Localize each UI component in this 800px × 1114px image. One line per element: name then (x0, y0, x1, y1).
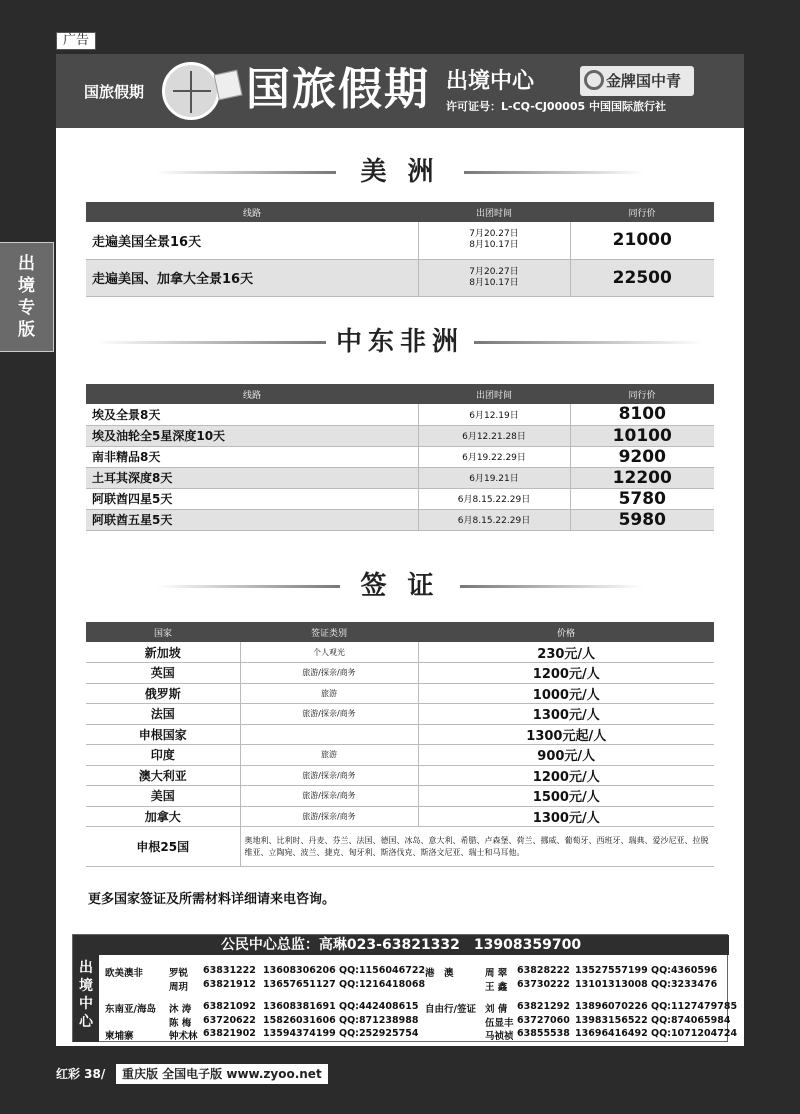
visa-country: 澳大利亚 (86, 765, 240, 786)
vertical-char: 心 (79, 1014, 93, 1030)
side-tab-char: 出 (18, 254, 35, 274)
website-link[interactable]: 重庆版 全国电子版 www.zyoo.net (116, 1064, 328, 1084)
table-header-row (86, 202, 714, 222)
contact-mobile: 13527557199 (575, 965, 648, 976)
contact-name: 刘 倩 (485, 1004, 508, 1015)
contact-mobile: 13608306206 (263, 965, 336, 976)
visa-country: 美国 (86, 786, 240, 807)
gold-brand-text: 金牌国中青 (606, 72, 682, 90)
table-row (86, 765, 714, 786)
table-row (86, 467, 714, 488)
route-price: 5780 (570, 488, 714, 509)
mideast-title: 中东非洲 (335, 327, 464, 357)
route-price: 22500 (570, 259, 714, 296)
schengen-row (86, 827, 714, 867)
table-row (86, 724, 714, 745)
brand-big-name: 国旅假期 (246, 64, 430, 115)
visa-country: 加拿大 (86, 806, 240, 827)
col-header-dates: 出团时间 (418, 384, 570, 404)
contact-qq: QQ:3233476 (651, 979, 718, 990)
col-header-dates: 出团时间 (418, 202, 570, 222)
contact-director: 公民中心总监：高琳023-63821332 13908359700 (73, 935, 729, 955)
mideast-table (86, 384, 714, 531)
contact-name: 钟术林 (169, 1031, 198, 1042)
contact-qq: QQ:1216418068 (339, 979, 426, 990)
globe-logo-icon (162, 62, 220, 120)
col-header-route: 线路 (86, 202, 418, 222)
visa-type: 旅游/探亲/商务 (240, 663, 418, 684)
visa-type: 旅游/探亲/商务 (240, 765, 418, 786)
visa-price: 1300元/人 (418, 704, 714, 725)
visa-price: 1300元起/人 (418, 724, 714, 745)
contact-name: 王 鑫 (485, 982, 508, 993)
page-number: 红彩 38/ (56, 1067, 106, 1081)
header-banner (56, 54, 744, 128)
table-row (86, 259, 714, 296)
vertical-char: 中 (79, 996, 93, 1012)
contact-region: 港 澳 (425, 968, 454, 979)
contact-tel: 63730222 (517, 979, 570, 990)
visa-type: 旅游/探亲/商务 (240, 704, 418, 725)
table-row (86, 806, 714, 827)
visa-country: 印度 (86, 745, 240, 766)
visa-type: 个人观光 (240, 642, 418, 663)
depart-dates (418, 222, 570, 259)
gold-brand-logo (580, 66, 694, 96)
contact-tel: 63831222 (203, 965, 256, 976)
col-header-route: 线路 (86, 384, 418, 404)
table-row (86, 222, 714, 259)
contact-name: 周玥 (169, 982, 189, 993)
visa-section-title (56, 566, 744, 606)
contact-qq: QQ:874065984 (651, 1015, 731, 1026)
visa-type (240, 724, 418, 745)
route-name: 阿联酋五星5天 (86, 509, 418, 530)
visa-title: 签 证 (360, 571, 440, 601)
contact-name: 沐 涛 (169, 1004, 192, 1015)
contact-name: 伍显丰 (485, 1018, 514, 1029)
visa-price: 1200元/人 (418, 663, 714, 684)
route-name: 埃及油轮全5星深度10天 (86, 425, 418, 446)
contact-tel: 63855538 (517, 1028, 570, 1039)
contact-name: 罗锐 (169, 968, 189, 979)
visa-price: 230元/人 (418, 642, 714, 663)
contact-tel: 63821092 (203, 1001, 256, 1012)
america-title: 美 洲 (360, 157, 440, 187)
depart-dates: 6月8.15.22.29日 (418, 488, 570, 509)
route-price: 21000 (570, 222, 714, 259)
visa-country: 俄罗斯 (86, 683, 240, 704)
contact-tel: 63821292 (517, 1001, 570, 1012)
contact-tel: 63828222 (517, 965, 570, 976)
contact-qq: QQ:1127479785 (651, 1001, 738, 1012)
america-table (86, 202, 714, 297)
table-row (86, 425, 714, 446)
license-number: 许可证号：L-CQ-CJ00005 中国国际旅行社 (446, 100, 667, 113)
depart-dates: 6月19.22.29日 (418, 446, 570, 467)
side-tab-char: 版 (18, 320, 35, 340)
mideast-section-title (56, 322, 744, 362)
route-name: 南非精品8天 (86, 446, 418, 467)
table-row (86, 446, 714, 467)
table-row (86, 404, 714, 425)
table-header-row (86, 622, 714, 642)
col-header-country: 国家 (86, 622, 240, 642)
contact-region: 柬埔寨 (105, 1031, 134, 1042)
contact-region: 东南亚/海岛 (105, 1004, 156, 1015)
visa-type: 旅游/探亲/商务 (240, 806, 418, 827)
contact-name: 马祯祯 (485, 1031, 514, 1042)
route-price: 10100 (570, 425, 714, 446)
contact-tel: 63720622 (203, 1015, 256, 1026)
contact-mobile: 13608381691 (263, 1001, 336, 1012)
america-section-title (56, 152, 744, 192)
contact-box (72, 934, 738, 1042)
depart-dates: 6月12.21.28日 (418, 425, 570, 446)
depart-dates: 6月8.15.22.29日 (418, 509, 570, 530)
flag-icon (214, 70, 243, 100)
table-row (86, 683, 714, 704)
contact-qq: QQ:252925754 (339, 1028, 419, 1039)
col-header-visa-type: 签证类别 (240, 622, 418, 642)
visa-country: 新加坡 (86, 642, 240, 663)
brand-small-name: 国旅假期 (84, 83, 145, 101)
contact-name: 周 翠 (485, 968, 508, 979)
vertical-char: 境 (79, 978, 93, 994)
route-price: 9200 (570, 446, 714, 467)
visa-country: 申根国家 (86, 724, 240, 745)
visa-price: 1300元/人 (418, 806, 714, 827)
contact-vertical-label (73, 955, 99, 1042)
depart-dates (418, 259, 570, 296)
route-name: 埃及全景8天 (86, 404, 418, 425)
contact-mobile: 13696416492 (575, 1028, 648, 1039)
side-tab-char: 专 (18, 298, 35, 318)
section-side-tab (0, 242, 54, 352)
table-row (86, 509, 714, 530)
contact-mobile: 13896070226 (575, 1001, 648, 1012)
contact-qq: QQ:4360596 (651, 965, 718, 976)
consult-note: 更多国家签证及所需材料详细请来电咨询。 (88, 892, 336, 907)
vertical-char: 出 (79, 960, 93, 976)
visa-country: 法国 (86, 704, 240, 725)
visa-country: 英国 (86, 663, 240, 684)
table-row (86, 745, 714, 766)
visa-country: 申根25国 (86, 827, 240, 867)
visa-type: 旅游 (240, 745, 418, 766)
contact-name: 陈 梅 (169, 1018, 192, 1029)
contact-tel: 63821902 (203, 1028, 256, 1039)
visa-type: 旅游 (240, 683, 418, 704)
contact-mobile: 13983156522 (575, 1015, 648, 1026)
route-price: 5980 (570, 509, 714, 530)
depart-dates: 6月12.19日 (418, 404, 570, 425)
depart-dates: 6月19.21日 (418, 467, 570, 488)
date-line: 7月20.27日 (469, 229, 519, 240)
c-logo-icon (584, 70, 604, 90)
route-price: 8100 (570, 404, 714, 425)
visa-price: 1000元/人 (418, 683, 714, 704)
contact-qq: QQ:442408615 (339, 1001, 419, 1012)
visa-price: 900元/人 (418, 745, 714, 766)
contact-qq: QQ:1071204724 (651, 1028, 738, 1039)
date-line: 8月10.17日 (469, 277, 519, 288)
contact-qq: QQ:1156046722 (339, 965, 426, 976)
table-header-row (86, 384, 714, 404)
table-row (86, 786, 714, 807)
route-name: 土耳其深度8天 (86, 467, 418, 488)
table-row (86, 488, 714, 509)
route-price: 12200 (570, 467, 714, 488)
contact-mobile: 13657651127 (263, 979, 336, 990)
contact-region: 欧美澳非 (105, 968, 144, 979)
col-header-price: 同行价 (570, 384, 714, 404)
col-header-price: 同行价 (570, 202, 714, 222)
date-line: 7月20.27日 (469, 266, 519, 277)
visa-price: 1200元/人 (418, 765, 714, 786)
side-tab-char: 境 (18, 276, 35, 296)
date-line: 8月10.17日 (469, 240, 519, 251)
visa-type: 旅游/探亲/商务 (240, 786, 418, 807)
contact-qq: QQ:871238988 (339, 1015, 419, 1026)
contact-tel: 63821912 (203, 979, 256, 990)
visa-price: 1500元/人 (418, 786, 714, 807)
route-name: 走遍美国、加拿大全景16天 (86, 259, 418, 296)
ad-label: 广告 (56, 32, 96, 50)
table-row (86, 663, 714, 684)
ad-page (56, 54, 744, 1046)
visa-table (86, 622, 714, 867)
route-name: 走遍美国全景16天 (86, 222, 418, 259)
center-name: 出境中心 (446, 69, 535, 94)
table-row (86, 642, 714, 663)
contact-mobile: 15826031606 (263, 1015, 336, 1026)
contact-tel: 63727060 (517, 1015, 570, 1026)
route-name: 阿联酋四星5天 (86, 488, 418, 509)
table-row (86, 704, 714, 725)
schengen-country-list: 奥地利、比利时、丹麦、芬兰、法国、德国、冰岛、意大利、希腊、卢森堡、荷兰、挪威、葡萄牙、西班牙、瑞典、爱沙尼亚、拉脱维亚、立陶宛、波兰、捷克、匈牙利、斯洛伐克、斯洛文尼亚、瑞士和马耳他。 (240, 827, 714, 867)
col-header-price: 价格 (418, 622, 714, 642)
contact-mobile: 13101313008 (575, 979, 648, 990)
contact-region: 自由行/签证 (425, 1004, 476, 1015)
contact-mobile: 13594374199 (263, 1028, 336, 1039)
